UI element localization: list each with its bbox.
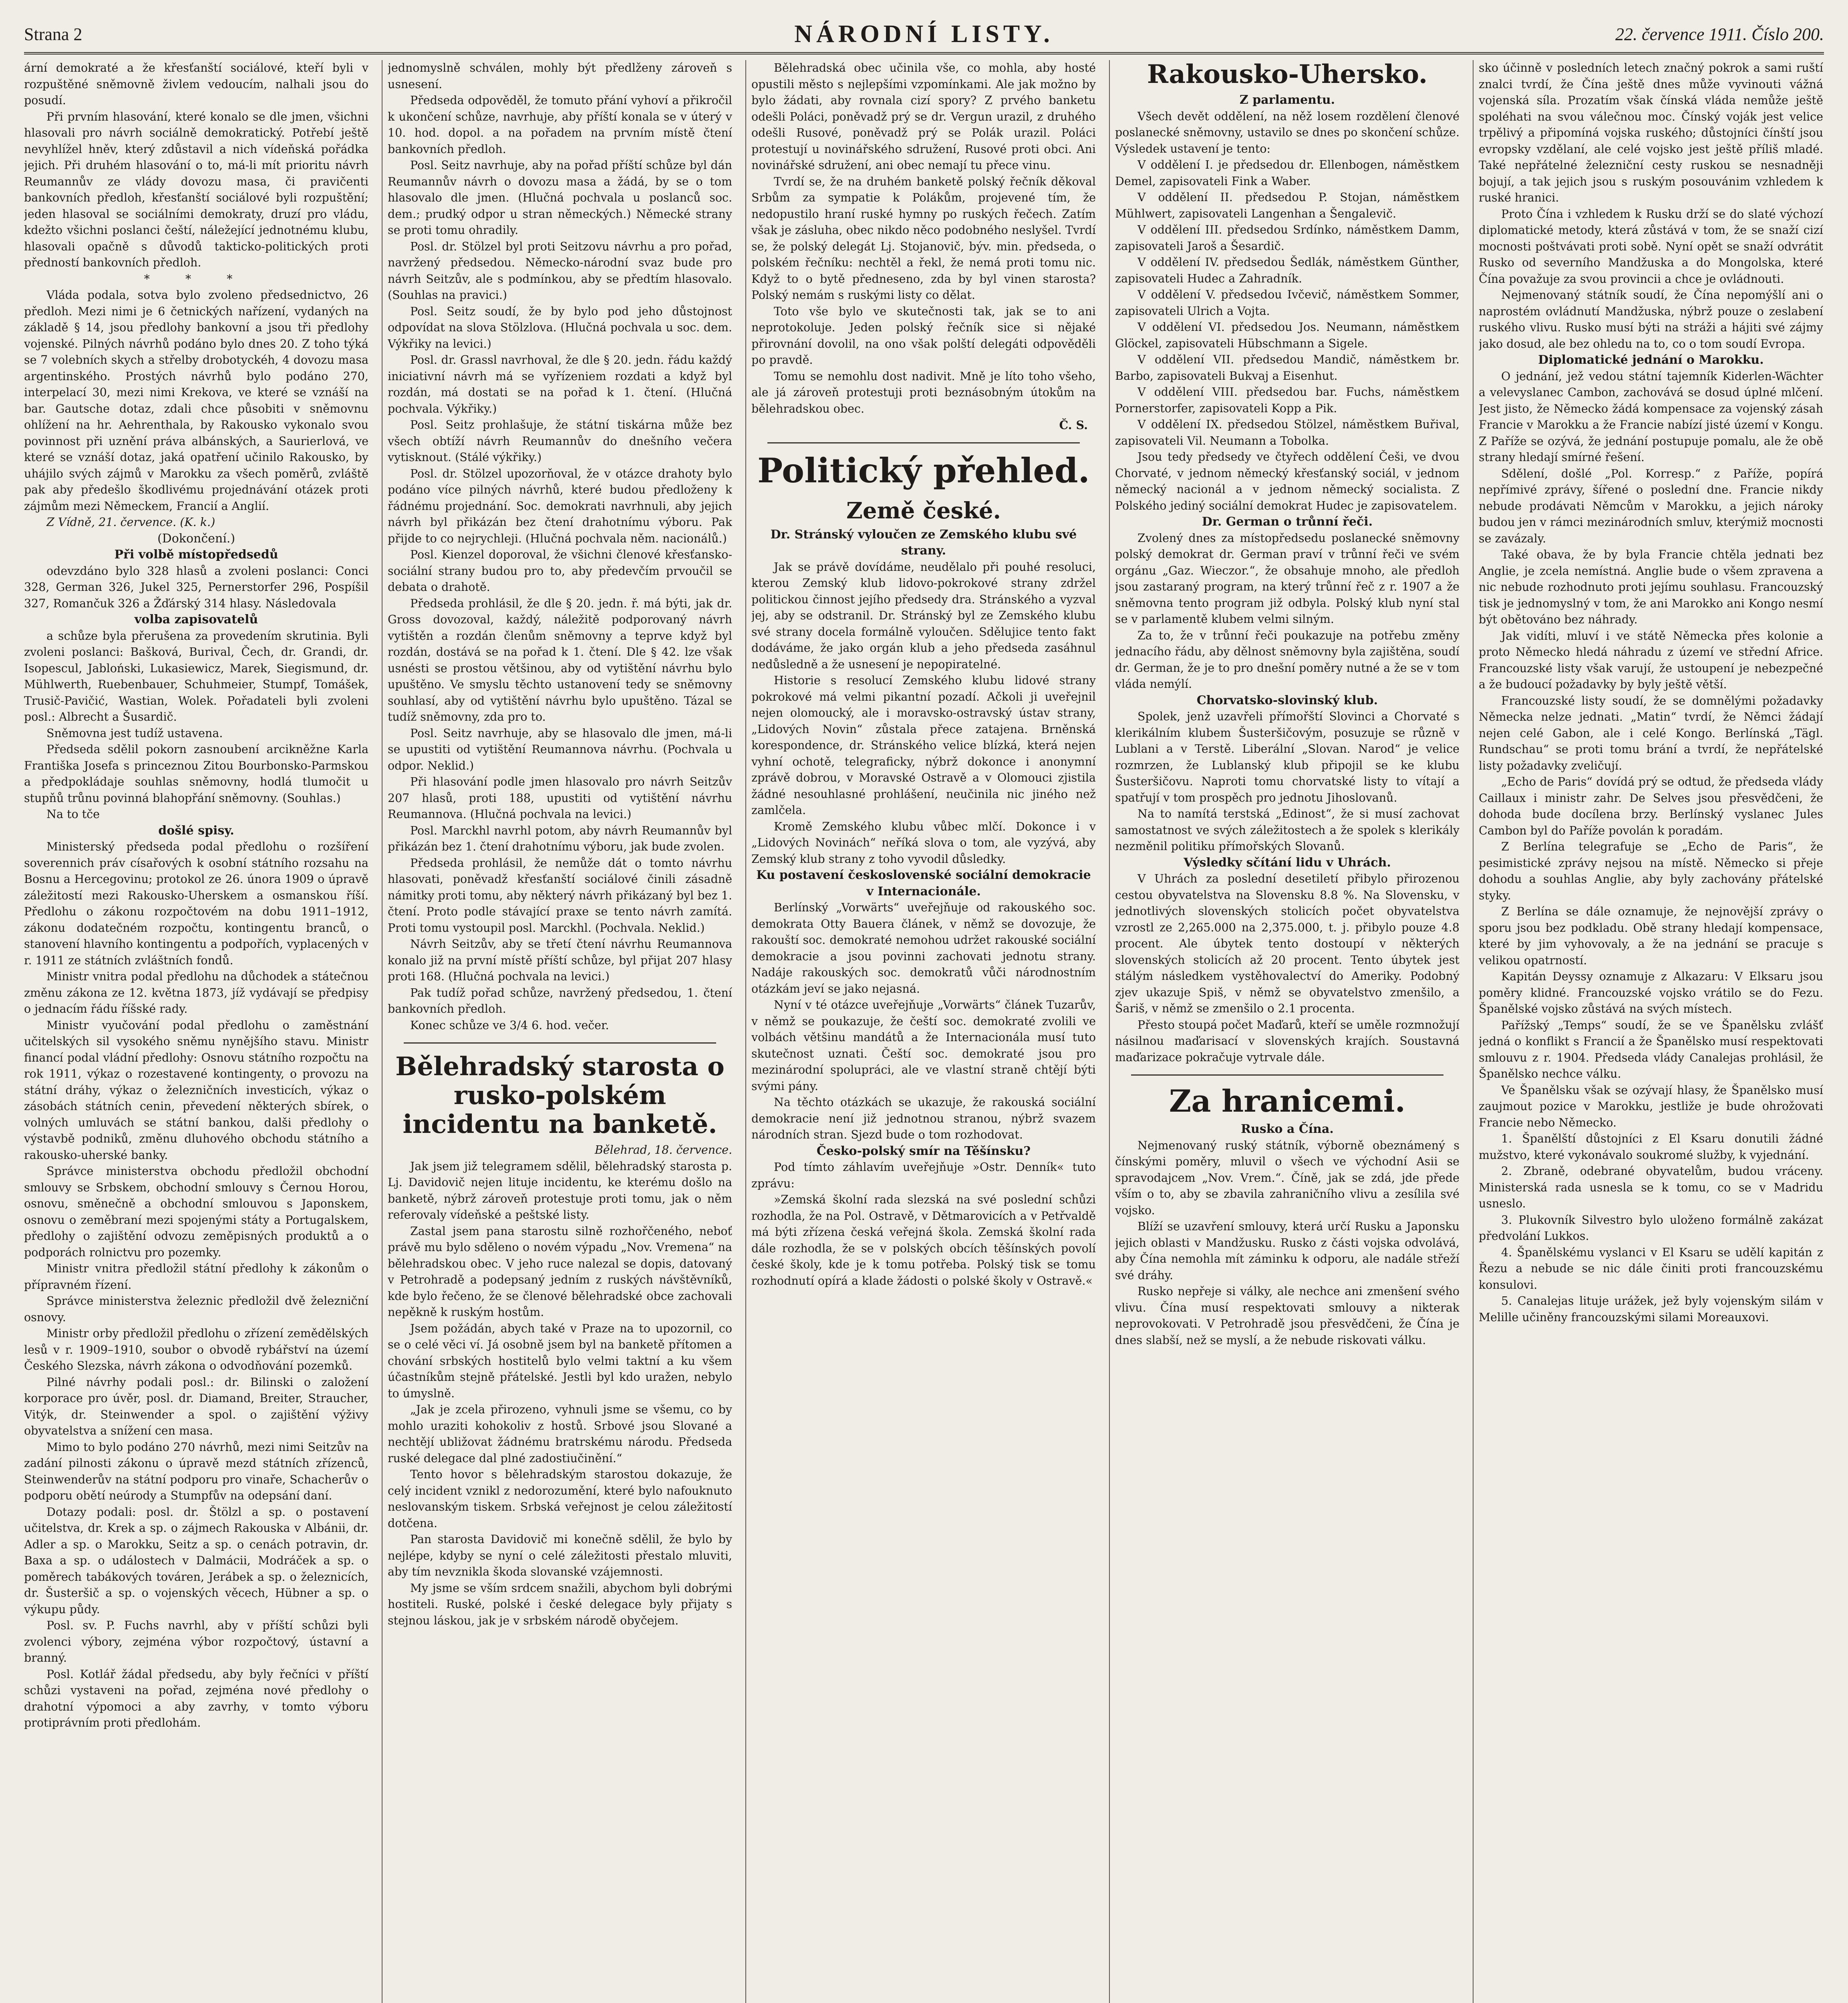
subheading: Dr. Stránský vyloučen ze Zemského klubu své strany.	[770, 527, 1077, 558]
paragraph: Ministr vnitra podal předlohu na důchodek a státečnou změnu zákona ze 12. května 1873, jíž vydávají se předpisy o jednacím řádu říšské rady.	[24, 970, 368, 1016]
paragraph: Toto vše bylo ve skutečnosti tak, jak se to ani neprotokoluje. Jeden polský řečník sice si nějaké přirovnání dovolil, na ono však polští delegáti odpověděli po pravdě.	[751, 304, 1096, 367]
signature: Č. S.	[1059, 418, 1088, 432]
subheading: Rusko a Čína.	[1241, 1122, 1334, 1136]
subheading: Při volbě místopředsedů	[114, 548, 278, 562]
paragraph: sko účinně v posledních letech značný pokrok a sami ruští znalci tvrdí, že Čína ještě dnes může vyvinouti vážná vojenská síla. Prozatím však čínská vláda nemůže ještě spoléhati na svou válečnou moc. Čínský voják jest velice trpělivý a připomíná vojska ruského; důstojníci čínští jsou evropsky vzdělaní, ale celé vojsko jest ještě příliš mladé. Také nepřátelné železniční cesty ruskou se nesnadněji bojují, a tak jejich jsou s ruským posouvánim vzhledem k ruské hranici.	[1479, 61, 1823, 204]
paragraph: Z Berlína telegrafuje se „Echo de Paris“, že pesimistické zprávy nejsou na místě. Německo si přeje dohodu a souhlas Anglie, aby byly zachovány přátelské styky.	[1479, 840, 1823, 902]
paragraph: Na těchto otázkách se ukazuje, že rakouská sociální demokracie není již jednotnou stranou, nýbrž svazem národních stran. Sjezd bude o tom rozhodovat.	[751, 1096, 1096, 1141]
paragraph: 3. Plukovník Silvestro bylo uloženo formálně zakázat předvolání Lukkos.	[1479, 1213, 1823, 1243]
paragraph: Návrh Seitzův, aby se třetí čtení návrhu Reumannova konalo již na první místě příští schůze, byl přijat 207 hlasy proti 168. (Hlučná pochvala na levici.)	[388, 937, 732, 983]
paragraph: Posl. dr. Stölzel upozorňoval, že v otázce drahoty bylo podáno více pilných návrhů, které budou předloženy k řádnému projednání. Soc. demokrati navrhnuli, aby jejich návrh byl přikázán bez čtení drahotnímu výboru. Pak přijde to co nejrychleji. (Hlučná pochvala něm. nacionálů.)	[388, 467, 732, 545]
paragraph: V oddělení IV. předsedou Šedlák, náměstkem Günther, zapisovateli Hudec a Zahradník.	[1115, 256, 1459, 285]
paragraph: O jednání, jež vedou státní tajemník Kiderlen-Wächter a velevyslanec Cambon, zachovává se dosud úplné mlčení. Jest jisto, že Německo žádá kompensace za vojenský zásah Francie v Marokku a že Francie nabízí jisté území v Kongu. Z Paříže se ozývá, že jednání postupuje pomalu, ale že obě strany hledají smírné řešení.	[1479, 369, 1823, 464]
paragraph: Z Berlína se dále oznamuje, že nejnovější zprávy o sporu jsou bez podkladu. Obě strany hledají kompensace, které by jim vyhovovaly, a že na jednání se pracuje s velikou opatrností.	[1479, 905, 1823, 967]
paragraph: Na to namítá terstská „Edinost“, že si musí zachovat samostatnost ve svých záležitostech a že spolek s klerikály nezměnil politiku přímořských Slovanů.	[1115, 807, 1459, 853]
subheading: Výsledky sčítání lidu v Uhrách.	[1184, 855, 1391, 870]
columns-container	[24, 60, 1824, 2003]
subheading: volba zapisovatelů	[134, 613, 258, 627]
paragraph: Proto Čína i vzhledem k Rusku drží se do slaté výchozí diplomatické metody, která zůstává v tom, že se snaží cizí mocnosti poštvávati proti sobě. Nyní opět se snaží odvrátit Rusko od severního Mandžuska a do Mongolska, které Čína považuje za svou provincii a chce je ovládnouti.	[1479, 207, 1823, 286]
paragraph: Pak tudíž pořad schůze, navržený předsedou, 1. čtení bankovních předloh.	[388, 986, 732, 1016]
paragraph: V oddělení V. předsedou Ivčevič, náměstkem Sommer, zapisovateli Ulrich a Vojta.	[1115, 288, 1459, 318]
paragraph: Zastal jsem pana starostu silně rozhořčeného, neboť právě mu bylo sděleno o novém výpadu „Nov. Vremena“ na bělehradskou obec. V jeho ruce nalezal se dopis, datovaný v Petrohradě a podepsaný jedním z ruských návštěvníků, kde bylo řečeno, že se členové bělehradské obce zachovali nepěkně k ruským hostům.	[388, 1224, 732, 1319]
paragraph: Posl. Seitz prohlašuje, že státní tiskárna může bez všech obtíží návrh Reumannův do dnešního večera vytisknout. (Stálé výkřiky.)	[388, 418, 732, 464]
column-2	[388, 60, 732, 2003]
dateline: Z Vídně, 21. července. (K. k.)	[46, 516, 215, 529]
paragraph: Správce ministerstva železnic předložil dvě železniční osnovy.	[24, 1294, 368, 1324]
paragraph: Posl. Kienzel doporoval, že všichni členové křesťansko-sociální strany budou pro to, aby předevčím prvoučil se debata o drahotě.	[388, 548, 732, 594]
page-number: Strana 2	[24, 24, 83, 44]
paragraph: Předseda odpověděl, že tomuto přání vyhoví a přikročil k ukončení schůze, navrhuje, aby příští konala se v úterý v 10. hod. dopol. a na pořadem na prvním místě čtení bankovních předloh.	[388, 94, 732, 156]
paragraph: Posl. Seitz soudí, že by bylo pod jeho důstojnost odpovídat na slova Stölzlova. (Hlučná pochvala u soc. dem. Výkřiky na levici.)	[388, 304, 732, 351]
paragraph: „Echo de Paris“ dovídá prý se odtud, že předseda vlády Caillaux i ministr zahr. De Selves jsou přesvědčeni, že dohoda bude docílena brzy. Berlínský vyslanec Jules Cambon byl do Paříže povolán k poradám.	[1479, 775, 1823, 837]
section-divider	[767, 442, 1080, 443]
page-header	[24, 20, 1824, 54]
paragraph: Zvolený dnes za místopředsedu poslanecké sněmovny polský demokrat dr. German praví v trůnní řeči ve svém orgánu „Gaz. Wieczor.“, že obsahuje mnoho, ale předloh jsou zastaraný program, na který trůnní řeč z r. 1907 a že sněmovna tento program již odbyla. Polský klub nyní stal se v parlamentě klubem velmi silným.	[1115, 531, 1459, 626]
paragraph: V Uhrách za poslední desetiletí přibylo přirozenou cestou obyvatelstva na Slovensku 8.8 %. Na Slovensku, v jednotlivých slovenských stolicích počet obyvatelstva vzrostl ze 2,265.000 na 2,375.000, t. j. přibylo pouze 4.8 procent. Ale úbytek tento dostoupí v některých slovenských stolicích až 20 procent. Tento úbytek jest stálým následkem vystěhovalectví do Ameriky. Podobný zjev ukazuje Spiš, v němž se obyvatelstvo zmenšilo, a Šariš, v němž se zmenšilo o 2.1 procenta.	[1115, 872, 1459, 1015]
subheading: Chorvatsko-slovinský klub.	[1196, 693, 1378, 707]
paragraph: Ministr vyučování podal předlohu o zaměstnání učitelských sil vysokého sněmu nynějšího stavu. Ministr financí podal vládní předlohy: Osnovu státního rozpočtu na rok 1911, výkaz o rozestavené kontingenty, o provozu na státní dráhy, výkaz o železničních investicích, výkaz o zásobách státních cenin, převedení některých sbírek, o volných umluvách se státní bankou, dalši předlohy o výstavbě podniků, změnu dluhového obchodu státního a rakousko-uherské banky.	[24, 1018, 368, 1162]
section-divider	[404, 1042, 716, 1044]
subheading: Diplomatické jednání o Marokku.	[1538, 353, 1764, 367]
paragraph: Tento hovor s bělehradským starostou dokazuje, že celý incident vznikl z nedorozumění, které bylo nafouknuto neslovanským tiskem. Srbská veřejnost je celou záležitostí dotčena.	[388, 1468, 732, 1530]
paragraph: Jsem požádán, abych také v Praze na to upozornil, co se o celé věci ví. Já osobně jsem byl na banketě přítomen a chování srbských hostitelů bylo velmi taktní a ku všem účastníkům stejně přátelské. Jestli byl kdo uražen, nebylo to úmyslně.	[388, 1322, 732, 1400]
paragraph: Všech devět oddělení, na něž losem rozdělení členové poslanecké sněmovny, ustavilo se dnes po skončení schůze. Výsledek ustavení je tento:	[1115, 109, 1459, 155]
paragraph: Na to tče	[46, 808, 100, 821]
paragraph: Sdělení, došlé „Pol. Korresp.“ z Paříže, popírá nepřímivé zprávy, šířené o poslední dne. Francie nikdy nebude prodávati Němcům v Marokku, a jejich nároky budou jen v rámci mezinárodních smluv, kterýmiž mocnosti se zavázaly.	[1479, 467, 1823, 545]
paragraph: Sněmovna jest tudíž ustavena.	[46, 726, 223, 740]
paragraph: Bělehradská obec učinila vše, co mohla, aby hosté opustili město s nejlepšími vzpomínkami. Ale jak možno by bylo žádati, aby rovnala cizí spory? Z prvého banketu odešli Poláci, poněvadž prý se dr. Vergun urazil, z druhého odešli Rusové, poněvadž prý se Polák urazil. Poláci protestují u novinářského sdružení, Rusové proti obci. Ani novinářské sdružení, ani obec nemají tu přece vinu.	[751, 61, 1096, 172]
paragraph: Jak vidíti, mluví i ve státě Německa přes kolonie a proto Německo hledá náhradu z území ve střední Africe. Francouzské listy však varují, že ustoupení je nebezpečné a že budoucí požadavky by byly ještě větší.	[1479, 629, 1823, 691]
paragraph: Tvrdí se, že na druhém banketě polský řečník děkoval Srbům za sympatie k Polákům, projevené tím, že nedopustilo hraní ruské hymny po ruských řečech. Zatím však je zásluha, obec nikdo něco podobného neslyšel. Tvrdí se, že polský delegát Lj. Stojanovič, býv. min. předseda, o polském řečníku: nechtěl a řekl, že nemá proti tomu nic. Když to o bytě předneseno, zda by byl vinen starosta? Polský nemám s ruskými listy co dělat.	[751, 175, 1096, 302]
section-stars: * * *	[144, 272, 249, 286]
column-4	[1115, 60, 1459, 2003]
paragraph: Předseda sdělil pokorn zasnoubení arcikněžne Karla Františka Josefa s princeznou Zitou Bourbonsko-Parmskou a předpokládaje souhlas sněmovny, hodlá tlumočit u stupňů trůnu povinná blahopřání sněmovny. (Souhlas.)	[24, 743, 368, 805]
paragraph: Posl. dr. Stölzel byl proti Seitzovu návrhu a pro pořad, navržený předsedou. Německo-národní svaz bude pro návrh Seitzův, ale s podmínkou, aby se předtím hlasovalo. (Souhlas na pravici.)	[388, 240, 732, 302]
paragraph: Předseda prohlásil, že dle § 20. jedn. ř. má býti, jak dr. Gross dovozoval, každý, náležitě podporovaný návrh vytištěn a rozdán členům sněmovny a teprve když byl rozdán, dostává se na pořad k 1. čtení. Dle § 42. lze však usnésti se prostou většinou, aby od vytištění návrhu bylo upuštěno. Ve smyslu těchto ustanovení tedy se sněmovny souhlasí, aby od vytištění návrhu bylo upuštěno. Tázal se tudíž sněmovny, zda pro to.	[388, 596, 732, 723]
paragraph: Správce ministerstva obchodu předložil obchodní smlouvy se Srbskem, obchodní smlouvy s Černou Horou, osnovu, směnečně a obchodní smlouvou s Japonskem, osnovu o zeměbraní mezi spojenými státy a Portugalskem, předlohy o zajištění odvozu zeměpisných produktů a o podporách rolnictvu pro pozemky.	[24, 1165, 368, 1259]
column-3	[751, 60, 1096, 2003]
paragraph: Posl. sv. P. Fuchs navrhl, aby v příští schůzi byli zvolenci výbory, zejména výbor rozpočtový, ústavní a branný.	[24, 1619, 368, 1664]
paragraph: Mimo to bylo podáno 270 návrhů, mezi nimi Seitzův na zadání pilnosti zákonu o úpravě mezd státních zřízenců, Steinwenderův na státní podporu pro vinaře, Schacherův o podporu obětí neúrody a Stumpfův na odepsání daní.	[24, 1440, 368, 1502]
paragraph: Pařížský „Temps“ soudí, že se ve Španělsku zvlášť jedná o konflikt s Francií a že Španělsko musí respektovati smlouvu z r. 1904. Předseda vlády Canalejas prohlásil, že Španělsko nechce válku.	[1479, 1018, 1823, 1080]
paragraph: 5. Canalejas lituje urážek, jež byly vojenským silám v Melille učiněny francouzskými silami Moreauxovi.	[1479, 1294, 1823, 1324]
paragraph: Za to, že v trůnní řeči poukazuje na potřebu změny jednacího řádu, aby dělnost sněmovny byla zajištěna, soudí dr. German, že je to pro dnešní poměry nutné a že se v tom vláda nemýlí.	[1115, 629, 1459, 691]
paragraph: Posl. Seitz navrhuje, aby se hlasovalo dle jmen, má-li se upustiti od vytištění Reumannova návrhu. (Pochvala u odpor. Neklid.)	[388, 726, 732, 772]
paragraph: Posl. dr. Grassl navrhoval, že dle § 20. jedn. řádu každý iniciativní návrh má se vyřízeniem rozdati a když byl rozdán, má dostati se na pořad k 1. čtení. (Hlučná pochvala. Výkřiky.)	[388, 353, 732, 415]
paragraph: Jak se právě dovídáme, neudělalo při pouhé resoluci, kterou Zemský klub lidovo-pokrokové strany zdržel politickou činnost jejího předsedy dra. Stránského a vyzval jej, aby se odstranil. Dr. Stránský byl ze Zemského klubu své strany docela formálně vyloučen. Sdělujice tento fakt dodáváme, že jako orgán klub a jeho předseda zasáhnul nedůsledně a že usnesení je nepopiratelné.	[751, 560, 1096, 671]
paragraph: „Jak je zcela přirozeno, vyhnuli jsme se všemu, co by mohlo uraziti kohokoliv z hostů. Srbové jsou Slované a nechtějí ubližovat žádnému bratrskému národu. Předseda ruské delegace dal plné zadostiučinění.“	[388, 1403, 732, 1465]
paragraph: Při hlasování podle jmen hlasovalo pro návrh Seitzův 207 hlasů, proti 188, upustiti od vytištění návrhu Reumannova. (Hlučná pochvala na levici.)	[388, 775, 732, 821]
paragraph: Jak jsem již telegramem sdělil, bělehradský starosta p. Lj. Davidovič nejen lituje incidentu, ke kterému došlo na banketě, nýbrž zároveň protestuje proti tomu, jak o něm referovaly vídeňské a peštské listy.	[388, 1159, 732, 1221]
column-rule	[745, 60, 746, 2003]
paragraph: Ministerský předseda podal předlohu o rozšíření soverennich práv císařových k osobní státního rozsahu na Bosnu a Hercegovinu; protokol ze 26. února 1909 o úpravě záležitostí mezi Rakousko-Uherskem a osmanskou říší. Předlohu o zákonu rozpočtovém na dobu 1911–1912, zákonu dodatečném rozpočtu, kontingentu branců, o stanovení hlavního kontingentu a podpořích, vyplacených v r. 1911 ze státních zvláštních fondů.	[24, 840, 368, 967]
paragraph: Ve Španělsku však se ozývají hlasy, že Španělsko musí zaujmout pozice v Marokku, jestliže je bude ohrožovati Francie nebo Německo.	[1479, 1083, 1823, 1129]
issue-date: 22. července 1911. Číslo 200.	[1615, 24, 1824, 44]
column-1	[24, 60, 368, 2003]
subheading: Z parlamentu.	[1239, 93, 1335, 107]
section-headline: Za hranicemi.	[1169, 1083, 1406, 1119]
paragraph: 1. Španělští důstojníci z El Ksaru donutili žádné mužstvo, které vykonávalo soukromé služby, k vyjednání.	[1479, 1132, 1823, 1162]
column-rule	[1109, 60, 1110, 2003]
paragraph: 4. Španělskému vyslanci v El Ksaru se udělí kapitán z Řezu a nebude se nic dále činiti proti francouzskému konsulovi.	[1479, 1245, 1823, 1292]
paragraph: V oddělení VIII. předsedou bar. Fuchs, náměstkem Pornerstorfer, zapisovateli Kopp a Pik.	[1115, 385, 1459, 415]
paragraph: Francouzské listy soudí, že se domnělými požadavky Německa nelze jednati. „Matin“ tvrdí, že Němci žádají nejen celé Gabon, ale i celé Kongo. Berlínská „Tägl. Rundschau“ se proti tomu brání a tvrdí, že nepřátelské listy požadavky zveličují.	[1479, 694, 1823, 772]
subheading: (Dokončení.)	[157, 531, 236, 546]
masthead-title: NÁRODNÍ LISTY.	[794, 20, 1054, 48]
paragraph: Pilné návrhy podali posl.: dr. Bilinski o založení korporace pro úvěr, posl. dr. Diamand, Breiter, Straucher, Vitýk, dr. Steinwender a spol. o zajištění výživy obyvatelstva a snížení cen masa.	[24, 1375, 368, 1437]
paragraph: Berlínský „Vorwärts“ uveřejňuje od rakouského soc. demokrata Otty Bauera článek, v němž se dovozuje, že rakouští soc. demokraté nemohou udržet rakouské sociální demokracie a jsou povinni zachovati jednotu strany. Nadáje rakouských soc. demokratů vůči národnostním otázkám jeví se jako nejasná.	[751, 901, 1096, 995]
dateline: Bělehrad, 18. července.	[594, 1143, 732, 1157]
paragraph: Pan starosta Davidovič mi konečně sdělil, že bylo by nejlépe, kdyby se nyní o celé záležitosti přestalo mluviti, aby tím nevznikla škoda slovanské vzájemnosti.	[388, 1533, 732, 1578]
paragraph: odevzdáno bylo 328 hlasů a zvoleni poslanci: Conci 328, German 326, Jukel 325, Pernerstorfer 296, Pospíšil 327, Romančuk 326 a Žďárský 314 hlasy. Následovala	[24, 564, 368, 610]
paragraph: V oddělení VI. předsedou Jos. Neumann, náměstkem Glöckel, zapisovateli Hübschmann a Sigele.	[1115, 320, 1459, 350]
paragraph: »Zemská školní rada slezská na své poslední schůzi rozhodla, že na Pol. Ostravě, v Dětmarovicích a v Petřvaldě má býti zřízena česká veřejná škola. Zemská školní rada dále rozhodla, že se v polských obcích těšínských povolí české školy, kde je k tomu potřeba. Polský tisk se tomu rozhodnutí opírá a klade žádosti o polské školy v Ostravě.«	[751, 1193, 1096, 1288]
paragraph: Posl. Seitz navrhuje, aby na pořad příští schůze byl dán Reumannův návrh o dovozu masa a žádá, by se o tom hlasovalo dle jmen. (Hlučná pochvala u poslanců soc. dem.; prudký odpor u stran německých.) Německé strany se proti tomu ohradily.	[388, 159, 732, 237]
paragraph: V oddělení II. předsedou P. Stojan, náměstkem Mühlwert, zapisovateli Langenhan a Šengalevič.	[1115, 191, 1459, 220]
paragraph: Posl. Marckhl navrhl potom, aby návrh Reumannův byl přikázán bez 1. čtení drahotnímu výboru, jak bude zvolen.	[388, 824, 732, 853]
paragraph: jednomyslně schválen, mohly být předlženy zároveň s usnesení.	[388, 61, 732, 91]
paragraph: Spolek, jenž uzavřeli přímořští Slovinci a Chorvaté s klerikálním klubem Šusteršičovým, posuzuje se různě v Lublani a v Terstě. Liberální „Slovan. Narod“ je velice rozmrzen, že Lublanský klub připojil se ke klubu Šusteršičovu. Naproti tomu chorvatské listy to vítají a spatřují v tom prospěch pro jednotu Jihoslovanů.	[1115, 710, 1459, 804]
subheading: Ku postavení československé sociální demokracie v Internacionále.	[756, 868, 1091, 899]
paragraph: Nejmenovaný ruský státník, výborně obeznámený s čínskými poměry, mluvil o všech ve východní Asii se spravodajcem „Nov. Vrem.“. Číně, jak se zdá, jde přede vším o to, aby se zbavila zahraničního vlivu a zesílila své vojsko.	[1115, 1139, 1459, 1217]
paragraph: Při prvním hlasování, které konalo se dle jmen, všichni hlasovali pro návrh sociálně demokratický. Potřebí ještě nevyhlížel hněv, který zdůstavil a nich vídeňská pořádka jejich. Při druhém hlasování o to, má-li mít prioritu návrh Reumannův ze vlády dovozu masa, či pravičenti bankovních předloh, křesťanští sociálové byli rozpuštění; jeden hlasoval se sociálními demokraty, druzí pro vládu, kdežto všichni poslanci čeští, náležející jednotnému klubu, hlasovali opačně s důvodů takticko-politických proti předností bankovních předloh.	[24, 110, 368, 269]
paragraph: V oddělení III. předsedou Srdínko, náměstkem Damm, zapisovateli Jaroš a Šesardič.	[1115, 223, 1459, 253]
paragraph: My jsme se vším srdcem snažili, abychom byli dobrými hostiteli. Ruské, polské i české delegace byly přijaty s stejnou láskou, jak je v srbském národě obyčejem.	[388, 1581, 732, 1627]
paragraph: V oddělení I. je předsedou dr. Ellenbogen, náměstkem Demel, zapisovateli Fink a Waber.	[1115, 158, 1459, 188]
section-divider	[1131, 1074, 1443, 1076]
paragraph: V oddělení VII. předsedou Mandič, náměstkem br. Barbo, zapisovateli Bukvaj a Eisenhut.	[1115, 353, 1459, 383]
column-5	[1479, 60, 1823, 2003]
newspaper-page	[24, 20, 1824, 2003]
section-headline: Politický přehled.	[757, 450, 1090, 490]
paragraph: Pod tímto záhlavím uveřejňuje »Ostr. Denník« tuto zprávu:	[751, 1161, 1096, 1190]
paragraph: Historie s resolucí Zemského klubu lidové strany pokrokové má velmi pikantní pozadí. Ačkoli ji uveřejnil nejen olomoucký, ale i moravsko-ostravský ústav strany, „Lidových Novin“ zůstala přece zatajena. Brněnská korespondence, dr. Stránského velice blízká, která nejen vyhní ochotě, telegraficky, nýbrž dokonce i anonymní zprávě dobrou, v Moravské Ostravě a v Olomouci zjistila žádné nesouhlasné prohlášení, neučinila nic jiného než zamlčela.	[751, 674, 1096, 817]
paragraph: Vláda podala, sotva bylo zvoleno předsednictvo, 26 předloh. Mezi nimi je 6 četnických nařízení, vydaných na základě § 14, jsou předlohy bankovní a jsou tři předlohy vojenské. Pilných návrhů podáno bylo dnes 20. Z toho týká se 7 volebních skych a střelby drobotyckéh, 4 dovozu masa argentinského. Prostých návrhů bylo podáno 270, interpelací 30, mezi nimi Krekova, ve které se vznáší na bar. Gautsche dotaz, zdali chce působiti v sněmovnu ohlížení na hr. Aehrenthala, by Rakousko vykonalo svou povinnost při uznění práva albánských, a Saurierlová, ve které se vznáší dotaz, jaká opatření učinilo Rakousko, by uhájilo svých zájmů v Marokku za všech poměrů, zvláště pak aby předešlo škodlivému projednávání otázek proti zájmům mezi Německem, Francií a Anglií.	[24, 288, 368, 513]
paragraph: Nyní v té otázce uveřejňuje „Vorwärts“ článek Tuzarův, v němž se poukazuje, že čeští soc. demokraté zvolili ve volbách většinu mandátů a že Internacionála musí tuto skutečnost uznati. Čeští soc. demokraté jsou pro mezinárodní spolupráci, ale ve vlastní straně chtějí býti svými pány.	[751, 998, 1096, 1093]
paragraph: a schůze byla přerušena za provedením skrutinia. Byli zvoleni poslanci: Bašková, Burival, Čech, dr. Grandi, dr. Isopescul, Jabloński, Lukasiewicz, Marek, Siegismund, dr. Mühlwerth, Ruebenbauer, Schuhmeier, Stumpf, Tomášek, Trusič-Pavičić, Wastian, Wolek. Pořadateli byli zvoleni posl.: Albrecht a Šusardič.	[24, 629, 368, 723]
column-rule	[1473, 60, 1474, 2003]
paragraph: ární demokraté a že křesťanští sociálové, kteří byli v rozpuštěné sněmovně živlem vedoucím, nalhali jsou do posudí.	[24, 61, 368, 107]
paragraph: Blíží se uzavření smlouvy, která určí Rusku a Japonsku jejich oblasti v Mandžusku. Rusko z části vojska odvolává, aby Čína nemohla mít záminku k odporu, ale nadále střeží své dráhy.	[1115, 1220, 1459, 1282]
paragraph: 2. Zbraně, odebrané obyvatelům, budou vráceny. Ministerská rada usnesla se k tomu, co se v Madridu usneslo.	[1479, 1165, 1823, 1210]
paragraph: Dotazy podali: posl. dr. Štölzl a sp. o postavení učitelstva, dr. Krek a sp. o zájmech Rakouska v Albánii, dr. Adler a sp. o Marokku, Seitz a sp. o cenách potravin, dr. Baxa a sp. o událostech v Dalmácii, Modráček a sp. o poměrech tabákových továren, Jerábek a sp. o železnicích, dr. Šusteršič a sp. o vojenských věcech, Hübner a sp. o výkupu půdy.	[24, 1505, 368, 1616]
paragraph: V oddělení IX. předsedou Stölzel, náměstkem Buřival, zapisovateli Vil. Neumann a Tobolka.	[1115, 418, 1459, 447]
paragraph: Ministr orby předložil předlohu o zřízení zemědělských lesů v r. 1909–1910, soubor o obvodě rybářství na území Českého Slezska, návrh zákona o odvodňování pozemků.	[24, 1327, 368, 1372]
paragraph: Nejmenovaný státník soudí, že Čína nepomýšlí ani o naprostém ovládnutí Mandžuska, nýbrž pouze o zeslabení ruského vlivu. Rusko musí býti na stráži a hájiti své zájmy jako dosud, ale bez ohledu na to, co o tom soudí Evropa.	[1479, 288, 1823, 351]
subheading: Česko-polský smír na Těšínsku?	[816, 1144, 1031, 1158]
paragraph: Ministr vnitra předložil státní předlohy k zákonům o přípravném řízení.	[24, 1262, 368, 1292]
paragraph: Tomu se nemohlu dost nadivit. Mně je líto toho všeho, ale já zároveň protestuji proti beznásobným útokům na bělehradskou obec.	[751, 369, 1096, 415]
paragraph: Kromě Zemského klubu vůbec mlčí. Dokonce i v „Lidových Novinách“ neříká slova o tom, ale vyzývá, aby Zemský klub strany z toho vyvodil důsledky.	[751, 820, 1096, 866]
subheading: Dr. German o trůnní řeči.	[1202, 515, 1373, 529]
paragraph: Kapitán Deyssy oznamuje z Alkazaru: V Elksaru jsou poměry klidné. Francouzské vojsko vrátilo se do Fezu. Španělské vojsko zůstává na svých místech.	[1479, 970, 1823, 1016]
paragraph: Konec schůze ve 3/4 6. hod. večer.	[410, 1018, 609, 1032]
section-headline: Rakousko-Uhersko.	[1147, 60, 1428, 89]
paragraph: Rusko nepřeje si války, ale nechce ani zmenšení svého vlivu. Čína musí respektovati smlouvy a nikterak neprovokovati. V Petrohradě jsou přesvědčeni, že Čína je dnes slabší, než se myslí, a že nebude riskovati válku.	[1115, 1285, 1459, 1347]
paragraph: Také obava, že by byla Francie chtěla jednati bez Anglie, je zcela nemístná. Anglie bude o všem zpravena a nic nebude rozhodnuto proti jejímu souhlasu. Francouzský tisk je jednomyslný v tom, že ani Marokko ani Kongo nesmí být obětováno bez náhrady.	[1479, 548, 1823, 626]
paragraph: Posl. Kotlář žádal předsedu, aby byly řečníci v příští schůzi vystaveni na pořad, zejména nové předlohy o drahotní výpomoci a aby zavrhy, v tomto výboru protiprávním proti předlohám.	[24, 1667, 368, 1729]
paragraph: Jsou tedy předsedy ve čtyřech oddělení Češi, ve dvou Chorvaté, v jednom německý křesťanský sociál, v jednom německý nacionál a v jednom německý socialista. Z Polského jediný sociální demokrat Hudec je zapisovatelem.	[1115, 450, 1459, 512]
paragraph: Předseda prohlásil, že nemůže dát o tomto návrhu hlasovati, poněvadž křesťanští sociálové činili zásadně námitky proti tomu, aby některý návrh přikázaný byl bez 1. čtení. Proto podle stávající praxe se tento návrh zamítá. Proti tomu vystoupil posl. Marckhl. (Pochvala. Neklid.)	[388, 856, 732, 935]
article-headline: Bělehradský starosta o rusko-polském incidentu na banketě.	[395, 1052, 725, 1139]
section-subheadline: Země české.	[846, 497, 1001, 524]
paragraph: Přesto stoupá počet Maďarů, kteří se uměle rozmnožují násilnou maďarisací v slovenských krajích. Soustavná maďarizace pokračuje vytrvale dále.	[1115, 1018, 1459, 1064]
subheading: došlé spisy.	[158, 823, 234, 838]
